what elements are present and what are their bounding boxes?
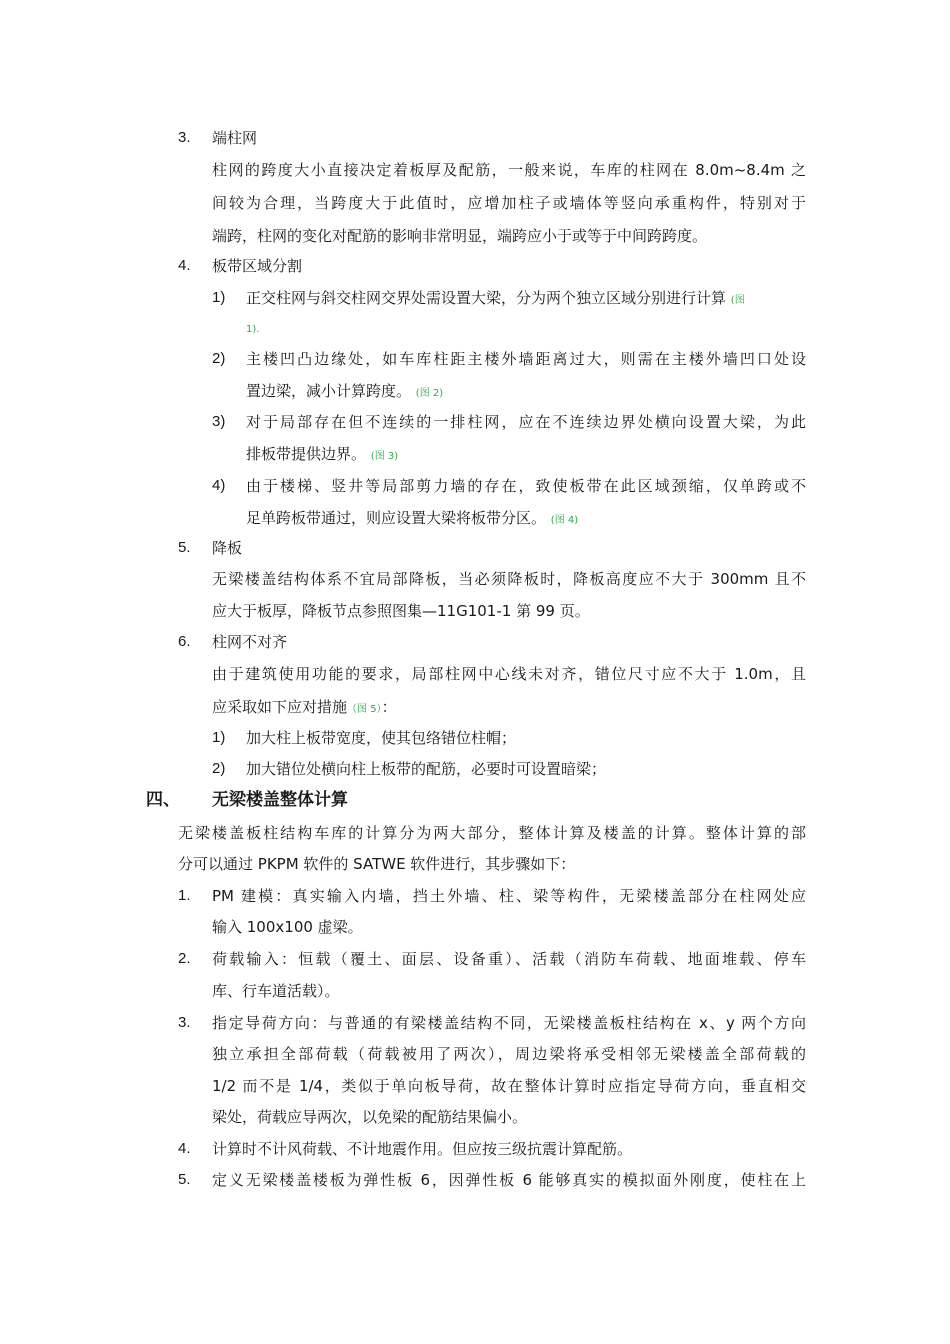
s4-item-2-line-1: 主楼凹凸边缘处，如车库柱距主楼外墙距离过大，则需在主楼外墙凹口处设	[246, 350, 806, 368]
part-4-intro-line-2: 分可以通过 PKPM 软件的 SATWE 软件进行，其步骤如下：	[178, 855, 576, 873]
s4-item-4-number: 4)	[212, 477, 226, 494]
step-2-line-1: 荷载输入：恒载（覆土、面层、设备重）、活载（消防车荷载、地面堆载、停车	[212, 950, 806, 968]
step-1-line-2: 输入 100x100 虚梁。	[212, 918, 363, 936]
s4-item-4-text: 足单跨板带通过，则应设置大梁将板带分区。	[246, 509, 547, 527]
section-5-line-1: 无梁楼盖结构体系不宜局部降板，当必须降板时，降板高度应不大于 300mm 且不	[212, 570, 806, 588]
s6-item-1-text: 加大柱上板带宽度，使其包络错位柱帽；	[246, 729, 517, 747]
section-3-line-1: 柱网的跨度大小直接决定着板厚及配筋，一般来说，车库的柱网在 8.0m~8.4m 之	[212, 161, 806, 179]
figure-ref-4: (图 4)	[550, 515, 579, 526]
s4-item-1-number: 1)	[212, 289, 226, 306]
section-3-title: 端柱网	[212, 129, 258, 147]
s4-item-4-line-2	[246, 508, 578, 531]
section-5-line-2: 应大于板厚，降板节点参照图集—11G101-1 第 99 页。	[212, 602, 590, 620]
section-6-line-2	[212, 697, 397, 720]
section-4-number: 4.	[178, 257, 191, 274]
section-5-number: 5.	[178, 539, 191, 556]
step-2-line-2: 库、行车道活载）。	[212, 982, 340, 1000]
s4-item-3-line-1: 对于局部存在但不连续的一排柱网，应在不连续边界处横向设置大梁，为此	[246, 413, 806, 431]
step-4-number: 4.	[178, 1140, 191, 1157]
s4-item-2-line-2	[246, 381, 443, 404]
section-3-line-3: 端跨，柱网的变化对配筋的影响非常明显，端跨应小于或等于中间跨跨度。	[212, 227, 708, 245]
part-4-heading: 无梁楼盖整体计算	[212, 790, 348, 810]
step-3-line-4: 梁处，荷载应导两次，以免梁的配筋结果偏小。	[212, 1108, 528, 1126]
figure-ref-2: (图 2)	[415, 388, 444, 399]
figure-ref-5: （图 5）	[347, 704, 382, 715]
s4-item-3-text: 排板带提供边界。	[246, 445, 367, 463]
step-3-line-2: 独立承担全部荷载（荷载被用了两次），周边梁将承受相邻无梁楼盖全部荷载的	[212, 1045, 806, 1063]
section-6-line-2-text: 应采取如下应对措施	[212, 698, 348, 716]
figure-ref-1-end: 1).	[246, 324, 260, 335]
s6-item-1-number: 1)	[212, 729, 226, 746]
step-3-number: 3.	[178, 1014, 191, 1031]
step-1-number: 1.	[178, 887, 191, 904]
step-2-number: 2.	[178, 950, 191, 967]
figure-ref-1-start: (图	[730, 295, 745, 306]
step-4-line-1: 计算时不计风荷载、不计地震作用。但应按三级抗震计算配筋。	[212, 1140, 633, 1158]
part-4-number: 四、	[146, 790, 180, 810]
s4-item-3-number: 3)	[212, 413, 226, 430]
s4-item-1-text: 正交柱网与斜交柱网交界处需设置大梁，分为两个独立区域分别进行计算	[246, 289, 727, 307]
section-3-number: 3.	[178, 129, 191, 146]
section-3-line-2: 间较为合理，当跨度大于此值时，应增加柱子或墙体等竖向承重构件，特别对于	[212, 194, 806, 212]
step-5-line-1: 定义无梁楼盖楼板为弹性板 6，因弹性板 6 能够真实的模拟面外刚度，使柱在上	[212, 1171, 806, 1189]
step-3-line-1: 指定导荷方向：与普通的有梁楼盖结构不同，无梁楼盖板柱结构在 x、y 两个方向	[212, 1014, 806, 1032]
section-6-title: 柱网不对齐	[212, 633, 288, 651]
s6-item-2-number: 2)	[212, 760, 226, 777]
s6-item-2-text: 加大错位处横向柱上板带的配筋，必要时可设置暗梁；	[246, 760, 607, 778]
s4-item-3-line-2	[246, 444, 398, 467]
section-6-line-2-colon: ：	[381, 698, 397, 716]
figure-ref-3: (图 3)	[370, 451, 399, 462]
s4-item-1-line-1	[246, 288, 745, 311]
s4-item-2-number: 2)	[212, 350, 226, 367]
section-6-number: 6.	[178, 633, 191, 650]
step-1-line-1: PM 建模：真实输入内墙，挡土外墙、柱、梁等构件，无梁楼盖部分在柱网处应	[212, 887, 806, 905]
step-5-number: 5.	[178, 1171, 191, 1188]
s4-item-2-text: 置边梁，减小计算跨度。	[246, 382, 412, 400]
part-4-intro-line-1: 无梁楼盖板柱结构车库的计算分为两大部分，整体计算及楼盖的计算。整体计算的部	[178, 824, 806, 842]
section-4-title: 板带区域分割	[212, 257, 303, 275]
section-6-line-1: 由于建筑使用功能的要求，局部柱网中心线未对齐，错位尺寸应不大于 1.0m，且	[212, 665, 806, 683]
section-5-title: 降板	[212, 539, 243, 557]
s4-item-4-line-1: 由于楼梯、竖井等局部剪力墙的存在，致使板带在此区域颈缩，仅单跨或不	[246, 477, 806, 495]
step-3-line-3: 1/2 而不是 1/4，类似于单向板导荷，故在整体计算时应指定导荷方向，垂直相交	[212, 1077, 806, 1095]
